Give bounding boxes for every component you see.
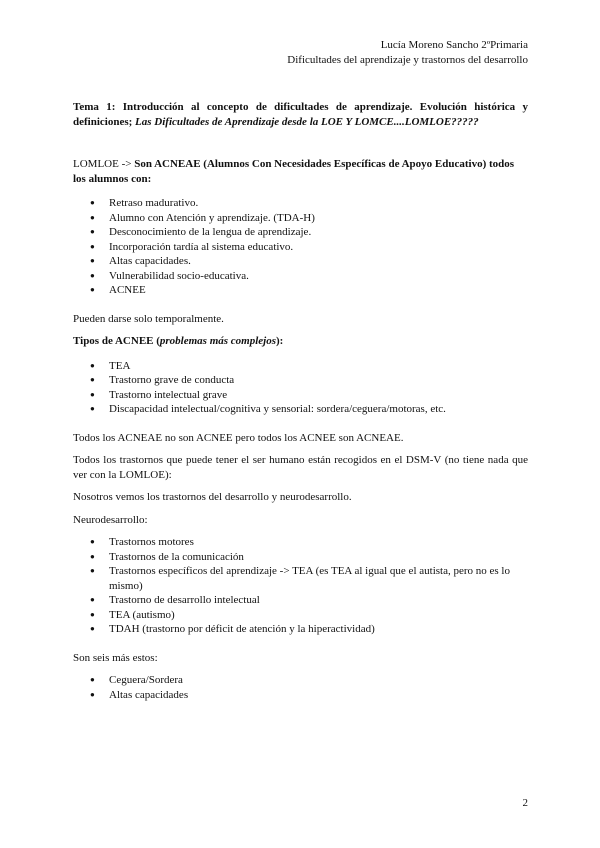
list-item: ● Ceguera/Sordera (109, 673, 528, 688)
topic-title (73, 100, 528, 129)
paragraph: Neurodesarrollo: (73, 513, 148, 526)
list-item: ● Vulnerabilidad socio-educativa. (109, 269, 528, 284)
temporal-note: Pueden darse solo temporalmente. (73, 312, 224, 325)
lomloe-intro (73, 157, 528, 186)
list-item: ● Trastornos motores (109, 535, 528, 550)
list-item: ● Altas capacidades. (109, 254, 528, 269)
list-item: ● Altas capacidades (109, 688, 528, 703)
acnee-heading-end: ): (276, 335, 284, 347)
paragraph: Todos los trastornos que puede tener el ser humano están recogidos en el DSM-V (no tiene nada que ver con la LOMLOE): (73, 454, 528, 481)
title-main: Tema 1: Introducción al concepto de dificultades de aprendizaje. Evolución histórica y definiciones; (73, 101, 528, 128)
list-item: ● TEA (109, 359, 528, 374)
page-number: 2 (522, 797, 528, 809)
list-item: ● Incorporación tardía al sistema educativo. (109, 240, 528, 255)
extra-intro: Son seis más estos: (73, 651, 158, 664)
list-item: ● Desconocimiento de la lengua de aprendizaje. (109, 225, 528, 240)
acnee-heading-italic: problemas más complejos (159, 335, 277, 347)
header-subject: Dificultades del aprendizaje y trastornos del desarrollo (287, 54, 528, 66)
acneae-list (73, 196, 528, 298)
paragraph: Nosotros vemos los trastornos del desarrollo y neurodesarrollo. (73, 491, 352, 503)
list-item: ● Discapacidad intelectual/cognitiva y sensorial: sordera/ceguera/motoras, etc. (109, 402, 528, 417)
list-item: ● Trastorno de desarrollo intelectual (109, 593, 528, 608)
list-item: ● ACNEE (109, 283, 528, 298)
acnee-list (73, 359, 528, 417)
document-body (73, 100, 528, 716)
list-item: ● Retraso madurativo. (109, 196, 528, 211)
list-item: ● Alumno con Atención y aprendizaje. (TDA-H) (109, 211, 528, 226)
list-item: ● Trastornos específicos del aprendizaje -> TEA (es TEA al igual que el autista, pero no es lo mismo) (109, 564, 528, 593)
header-author: Lucía Moreno Sancho 2ºPrimaria (380, 39, 528, 51)
acnee-heading-bold: Tipos de ACNEE ( (73, 335, 160, 347)
acnee-heading (73, 334, 528, 349)
title-italic: Las Dificultades de Aprendizaje desde la LOE Y LOMCE....LOMLOE????? (135, 115, 479, 128)
list-item: ● TEA (autismo) (109, 608, 528, 623)
list-item: ● Trastornos de la comunicación (109, 550, 528, 565)
list-item: ● Trastorno intelectual grave (109, 388, 528, 403)
paragraph: Todos los ACNEAE no son ACNEE pero todos los ACNEE son ACNEAE. (73, 431, 404, 444)
lomloe-bold: Son ACNEAE (Alumnos Con Necesidades Específicas de Apoyo Educativo) todos los alumnos con: (73, 158, 515, 185)
lomloe-prefix: LOMLOE -> (73, 158, 135, 170)
page-header (287, 38, 528, 68)
extra-list (73, 673, 528, 702)
list-item: ● Trastorno grave de conducta (109, 373, 528, 388)
neurodevelopment-list (73, 535, 528, 637)
list-item: ● TDAH (trastorno por déficit de atención y la hiperactividad) (109, 622, 528, 637)
